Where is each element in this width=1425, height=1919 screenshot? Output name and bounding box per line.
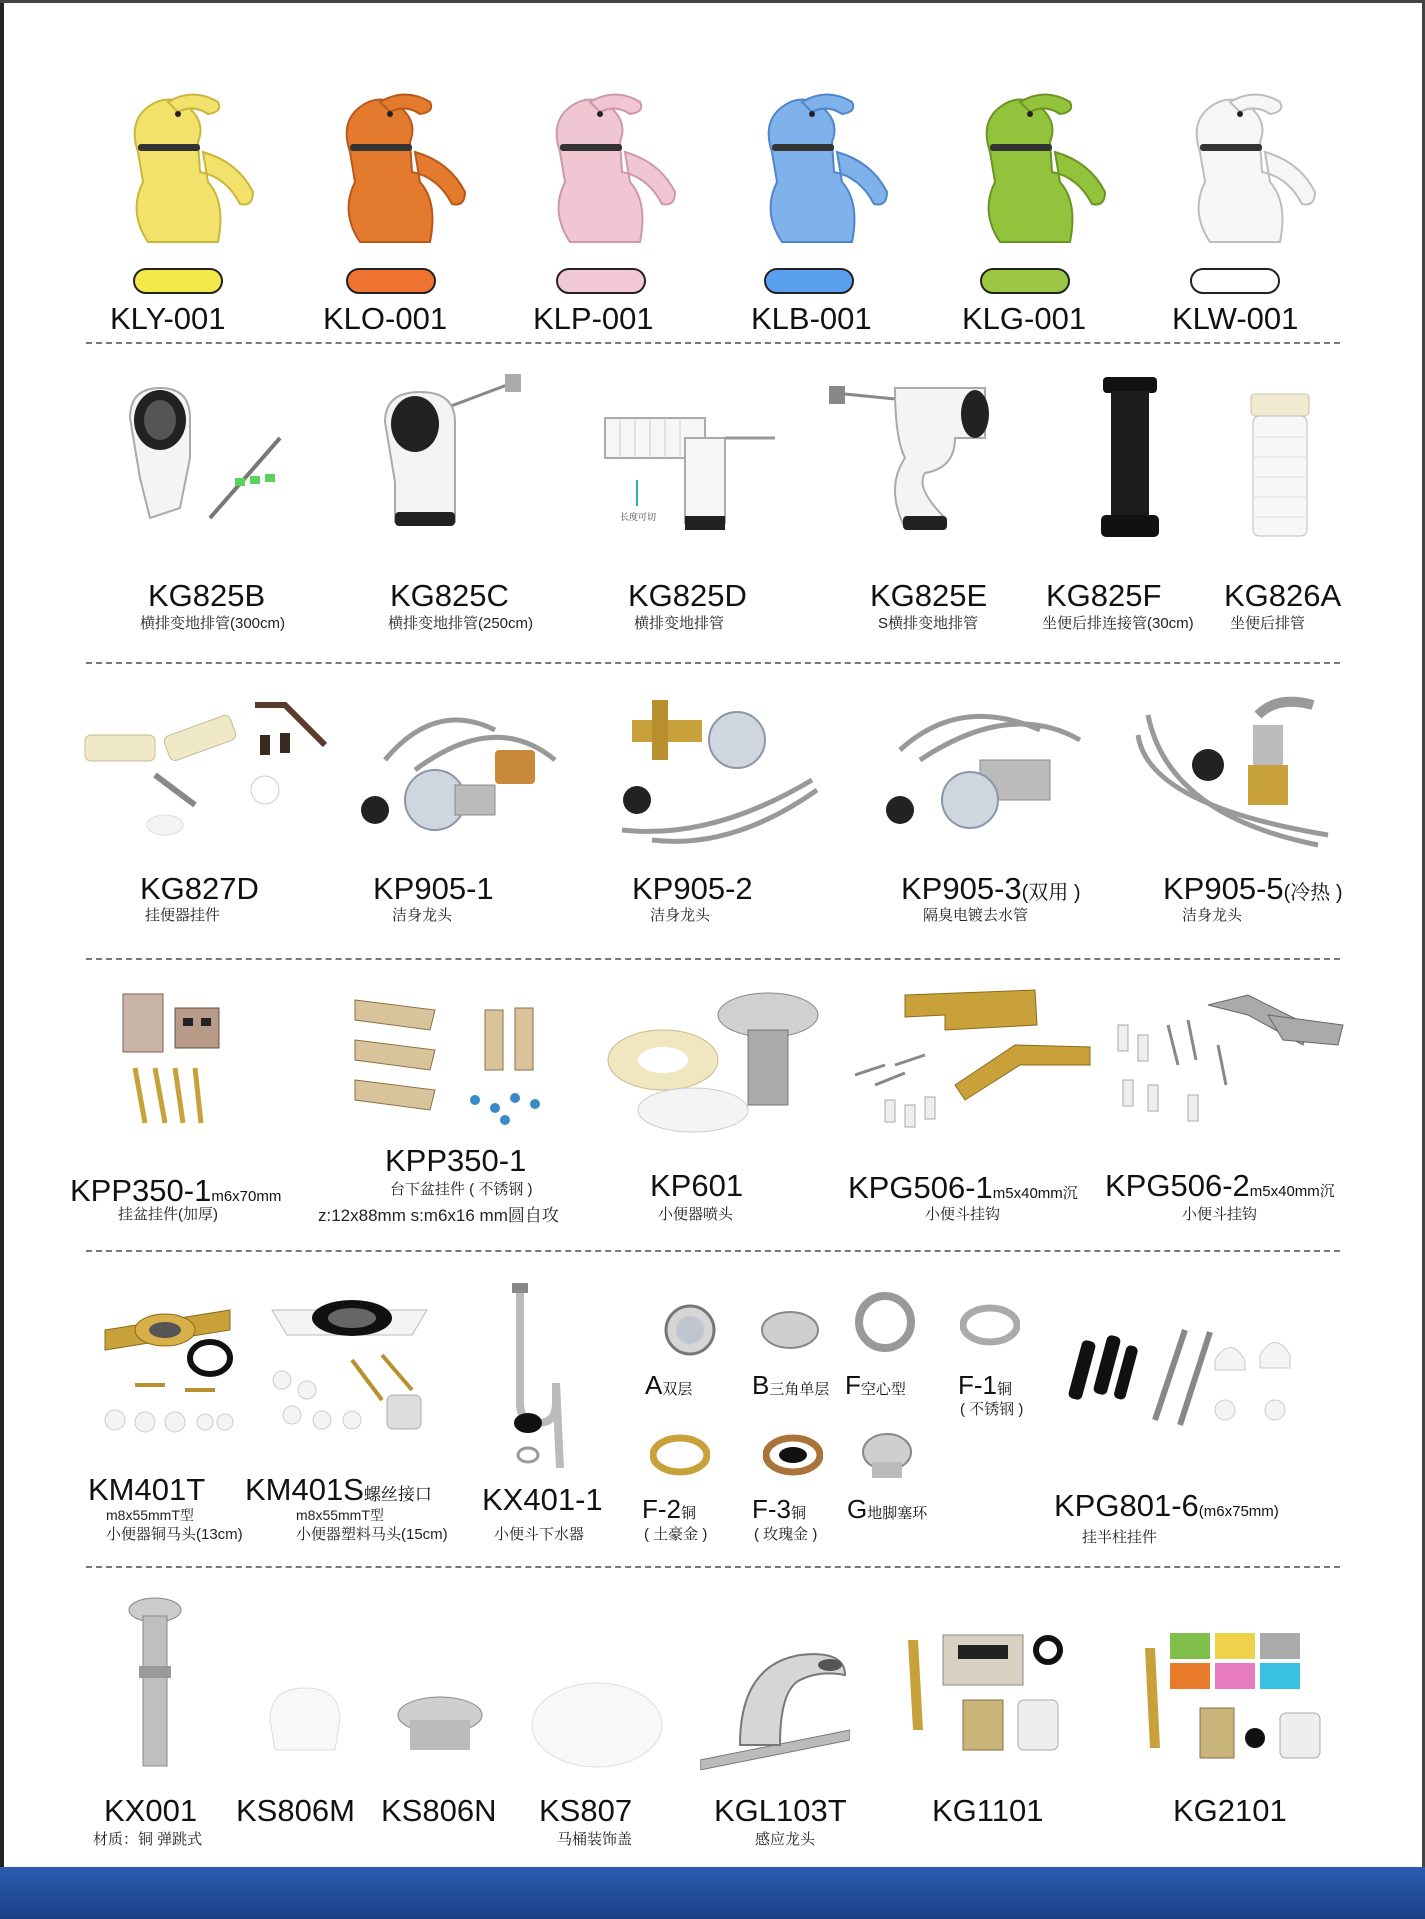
bolt-kit-kpg801-6-image [1065, 1320, 1300, 1430]
product-code: KLY-001 [110, 301, 226, 336]
product-code: KS806M [236, 1793, 355, 1828]
product-code: KM401T [88, 1472, 206, 1507]
elephant-faucet-pink [530, 82, 680, 252]
pipe-kg825c-image [375, 372, 525, 542]
cap-a-image [660, 1300, 720, 1360]
product-code: KLB-001 [751, 301, 872, 336]
product-description: 小便器喷头 [658, 1206, 734, 1223]
product-spec: m8x55mmT型 [296, 1507, 384, 1523]
cap-label-b: B三角单层 [752, 1370, 830, 1400]
color-swatch-green [980, 268, 1070, 294]
color-swatch-yellow [133, 268, 223, 294]
pipe-kg825e-image [825, 378, 1005, 538]
product-code: KS806N [381, 1793, 497, 1828]
cap-f-image [855, 1292, 915, 1352]
section-divider [86, 662, 1340, 664]
product-code: KPG506-1m5x40mm沉 [848, 1170, 1078, 1205]
product-code: KM401S螺丝接口 [245, 1472, 432, 1507]
product-description: 小便器塑料马头(15cm) [296, 1526, 448, 1543]
spray-head-kp601-image [603, 990, 828, 1140]
product-code: KPP350-1m6x70mm [70, 1173, 282, 1208]
product-code: KP601 [650, 1168, 744, 1203]
product-description: 马桶装饰盖 [557, 1831, 633, 1848]
color-swatch-orange [346, 268, 436, 294]
product-code: KP905-1 [373, 871, 494, 906]
product-description: 小便斗挂钩 [1182, 1206, 1258, 1223]
product-description: 洁身龙头 [392, 907, 453, 924]
cap-label-g: G地脚塞环 [847, 1494, 928, 1524]
pipe-kg825d-image [595, 398, 785, 538]
product-description: 挂盆挂件(加厚) [118, 1206, 218, 1223]
product-description: 隔臭电镀去水管 [923, 907, 1029, 924]
product-code: KG825C [390, 578, 509, 613]
product-description: 小便斗下水器 [494, 1526, 585, 1543]
faucet-kp905-3-image [880, 700, 1095, 850]
cap-sub-f1: ( 不锈钢 ) [960, 1401, 1024, 1418]
sensor-kit-kg1101-image [898, 1620, 1078, 1780]
cap-label-f: F空心型 [845, 1370, 906, 1400]
cap-b-image [760, 1305, 820, 1355]
elephant-faucet-green [960, 82, 1110, 252]
popup-drain-kx001-image [125, 1596, 185, 1771]
product-code: KG826A [1224, 578, 1342, 613]
product-code: KG827D [140, 871, 259, 906]
product-code: KLG-001 [962, 301, 1087, 336]
cover-ks807-image [530, 1680, 665, 1770]
product-code: KPG801-6(m6x75mm) [1054, 1488, 1279, 1523]
product-code: KG1101 [932, 1793, 1044, 1828]
hook-kpg506-1-image [855, 985, 1095, 1135]
product-code: KS807 [539, 1793, 633, 1828]
product-description: 台下盆挂件 ( 不锈钢 ) [390, 1181, 533, 1198]
cover-ks806m-image [260, 1680, 350, 1760]
product-description: 挂半柱挂件 [1082, 1529, 1158, 1546]
product-description: 洁身龙头 [650, 907, 711, 924]
cap-sub-f2: ( 土豪金 ) [644, 1526, 708, 1543]
flange-km401t-image [95, 1290, 240, 1440]
product-code: KPP350-1 [385, 1143, 527, 1178]
faucet-kp905-2-image [612, 700, 827, 850]
cap-f1-image [960, 1300, 1020, 1350]
trap-kx401-1-image [498, 1283, 578, 1473]
product-description: S横排变地排管 [878, 615, 979, 632]
product-description: 洁身龙头 [1182, 907, 1243, 924]
section-divider [86, 1566, 1340, 1568]
cap-label-f1: F-1铜 [958, 1370, 1013, 1400]
product-spec: z:12x88mm s:m6x16 mm圆自攻 [318, 1206, 559, 1225]
pipe-kg825b-image [110, 378, 300, 538]
cap-sub-f3: ( 玫瑰金 ) [754, 1526, 818, 1543]
cover-ks806n-image [395, 1690, 485, 1765]
product-description: 横排变地排管(250cm) [388, 615, 534, 632]
elephant-faucet-blue [742, 82, 892, 252]
cap-label-a: A双层 [645, 1370, 693, 1400]
product-description: 材质：铜 弹跳式 [93, 1831, 203, 1848]
elephant-faucet-orange [320, 82, 470, 252]
product-code: KX001 [104, 1793, 198, 1828]
elephant-faucet-yellow [108, 82, 258, 252]
product-code: KG825F [1046, 578, 1162, 613]
faucet-kp905-1-image [355, 700, 570, 850]
hook-kpg506-2-image [1108, 985, 1348, 1135]
section-divider [86, 342, 1340, 344]
color-swatch-blue [764, 268, 854, 294]
flange-km401s-image [262, 1290, 437, 1440]
product-code: KLO-001 [323, 301, 448, 336]
bracket-kpp350-1-undermount-image [345, 990, 555, 1130]
product-code: KP905-2 [632, 871, 753, 906]
product-code: KG825B [148, 578, 266, 613]
product-description: 小便斗挂钩 [925, 1206, 1001, 1223]
color-swatch-white [1190, 268, 1280, 294]
sensor-tap-kgl103t-image [700, 1635, 850, 1770]
sensor-kit-kg2101-image [1140, 1628, 1330, 1778]
pipe-kg825f-image [1095, 375, 1165, 540]
section-divider [86, 1250, 1340, 1252]
bracket-kpp350-1-heavy-image [115, 988, 235, 1133]
elephant-faucet-white [1170, 82, 1320, 252]
product-code: KPG506-2m5x40mm沉 [1105, 1168, 1335, 1203]
cap-label-f2: F-2铜 [642, 1494, 697, 1524]
footer-band [0, 1867, 1425, 1919]
cap-f3-image [763, 1430, 823, 1480]
product-code: KGL103T [714, 1793, 847, 1828]
product-description: 小便器铜马头(13cm) [106, 1526, 243, 1543]
faucet-kp905-5-image [1128, 695, 1338, 850]
product-code: KLW-001 [1172, 301, 1299, 336]
pipe-length-note: 长度可切 [620, 512, 657, 522]
product-code: KLP-001 [533, 301, 654, 336]
product-description: 坐便后排管 [1230, 615, 1306, 632]
product-code: KX401-1 [482, 1482, 603, 1517]
color-swatch-pink [556, 268, 646, 294]
product-code: KG2101 [1173, 1793, 1287, 1828]
pipe-kg826a-image [1245, 392, 1315, 542]
product-spec: m8x55mmT型 [106, 1507, 194, 1523]
product-code: KP905-5(冷热 ) [1163, 871, 1343, 906]
product-description: 挂便器挂件 [145, 907, 221, 924]
page-frame-top [0, 0, 1425, 3]
product-description: 横排变地排管(300cm) [140, 615, 286, 632]
product-code: KG825E [870, 578, 988, 613]
product-description: 感应龙头 [755, 1831, 816, 1848]
section-divider [86, 958, 1340, 960]
cap-f2-image [650, 1430, 710, 1480]
product-code: KG825D [628, 578, 747, 613]
product-description: 坐便后排连接管(30cm) [1042, 615, 1194, 632]
product-code: KP905-3(双用 ) [901, 871, 1081, 906]
page-frame-left [0, 0, 4, 1919]
fitting-kg827d-image [75, 695, 330, 845]
product-description: 横排变地排管 [634, 615, 725, 632]
cap-label-f3: F-3铜 [752, 1494, 807, 1524]
cap-g-image [860, 1428, 915, 1483]
